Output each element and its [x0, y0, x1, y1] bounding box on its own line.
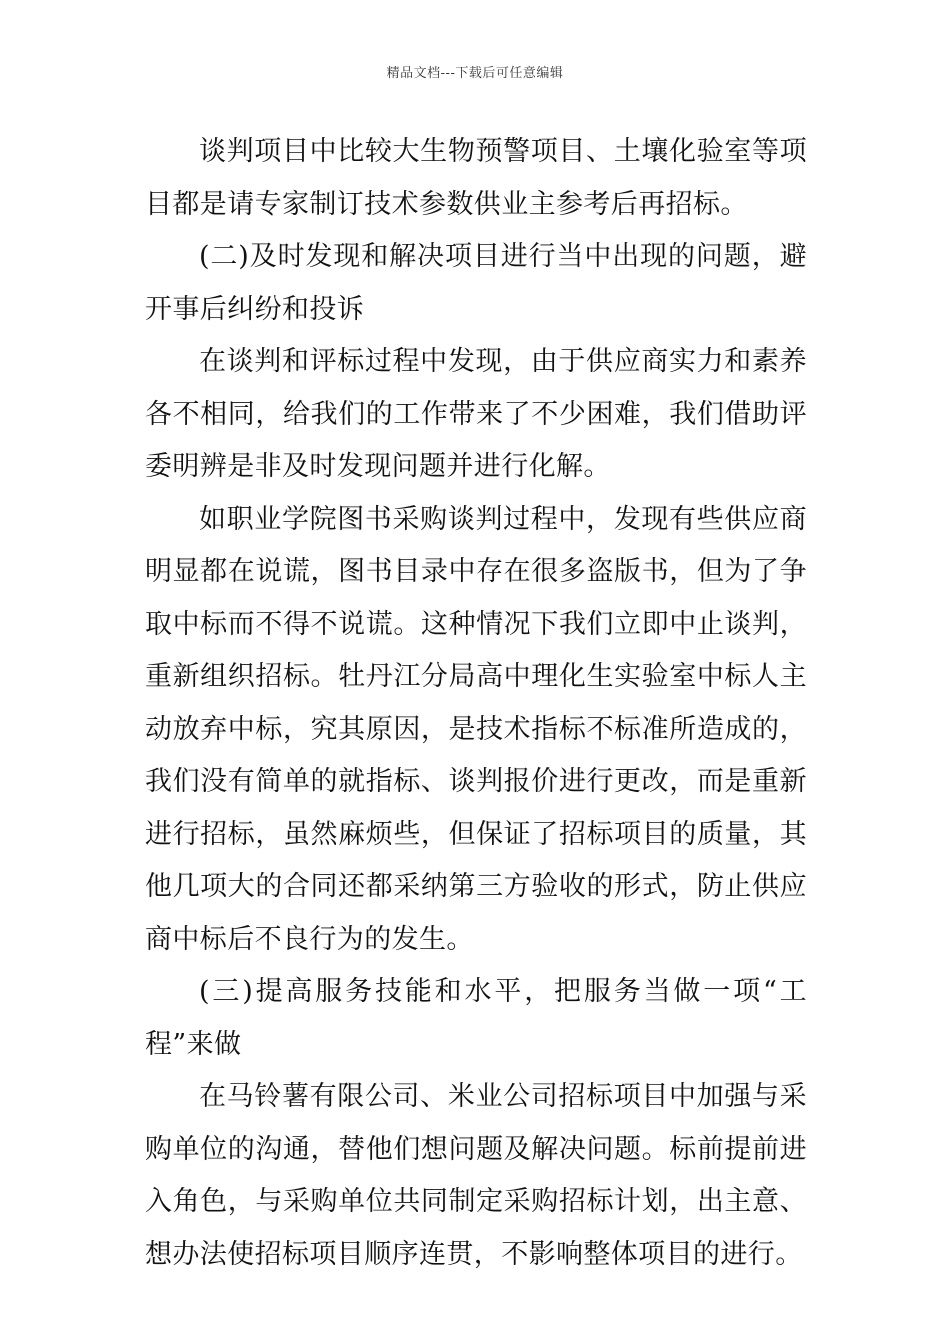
page-header: 精品文档---下载后可任意编辑 — [386, 66, 564, 81]
paragraph: 谈判项目中比较大生物预警项目、土壤化验室等项目都是请专家制订技术参数供业主参考后再招标。 — [145, 136, 807, 220]
document-body — [145, 126, 807, 1281]
section-heading: (三)提高服务技能和水平，把服务当做一项“工程”来做 — [145, 976, 807, 1060]
paragraph: 在马铃薯有限公司、米业公司招标项目中加强与采购单位的沟通，替他们想问题及解决问题。标前提前进入角色，与采购单位共同制定采购招标计划，出主意、想办法使招标项目顺序连贯，不影响整体项目的进行。 — [145, 1081, 807, 1270]
paragraph: 如职业学院图书采购谈判过程中，发现有些供应商明显都在说谎，图书目录中存在很多盗版书，但为了争取中标而不得不说谎。这种情况下我们立即中止谈判，重新组织招标。牡丹江分局高中理化生实验室中标人主动放弃中标，究其原因，是技术指标不标准所造成的，我们没有简单的就指标、谈判报价进行更改，而是重新进行招标，虽然麻烦些，但保证了招标项目的质量，其他几项大的合同还都采纳第三方验收的形式，防止供应商中标后不良行为的发生。 — [145, 503, 807, 955]
paragraph: 在谈判和评标过程中发现，由于供应商实力和素养各不相同，给我们的工作带来了不少困难，我们借助评委明辨是非及时发现问题并进行化解。 — [145, 346, 807, 482]
section-heading: (二)及时发现和解决项目进行当中出现的问题，避开事后纠纷和投诉 — [145, 241, 807, 325]
